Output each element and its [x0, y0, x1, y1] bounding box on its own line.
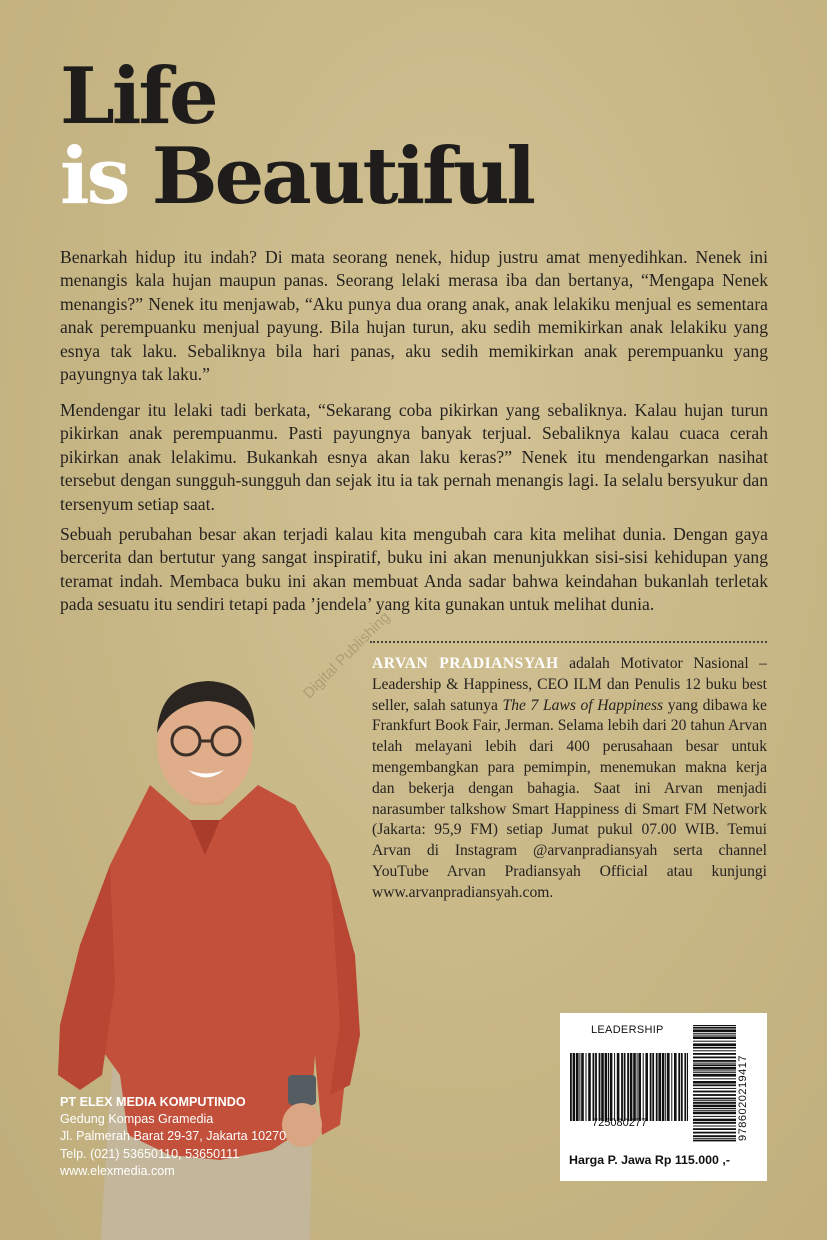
price-label: Harga P. Jawa Rp 115.000 ,-: [569, 1153, 730, 1167]
barcode-bar: [678, 1053, 680, 1121]
barcode-bar: [693, 1074, 736, 1077]
barcode-bar: [693, 1064, 736, 1066]
barcode-bar: [617, 1053, 620, 1121]
barcode-bar: [662, 1053, 665, 1121]
barcode-bar: [650, 1053, 652, 1121]
product-code: 725080277: [592, 1117, 648, 1129]
synopsis-paragraph-3: Sebuah perubahan besar akan terjadi kalau kita mengubah cara kita melihat dunia. Dengan gaya bercerita dan bertutur yang sangat inspiratif, buku ini akan menunjukkan sisi-sisi kehidupan yang teramat indah. Membaca buku ini akan membuat Anda sadar bahwa keindahan bukanlah terletak pada sesuatu itu sendiri tetapi pada ’jendela’ yang kita gunakan untuk melihat dunia.: [60, 524, 768, 615]
barcode-bar: [693, 1070, 736, 1071]
barcode-bar: [579, 1053, 580, 1121]
barcode-bar: [576, 1053, 579, 1121]
barcode-bar: [605, 1053, 608, 1121]
isbn-text: 9786020219417: [737, 1054, 749, 1141]
barcode-bar: [570, 1053, 572, 1121]
barcode-bar: [693, 1081, 736, 1084]
barcode-bar: [638, 1053, 641, 1121]
barcode-bar: [693, 1132, 736, 1134]
author-book-title: The 7 Laws of Happiness: [502, 696, 664, 714]
barcode-bar: [693, 1135, 736, 1137]
author-bio-text-1: adalah Motivator Nasional – Leadership & Happiness, CEO ILM dan Penulis 12 buku best seller, salah satunya: [372, 655, 767, 714]
barcode-bar: [608, 1053, 609, 1121]
isbn-barcode: [693, 1025, 736, 1143]
barcode-bar: [643, 1053, 644, 1121]
barcode-bar: [586, 1053, 587, 1121]
publisher-address: Jl. Palmerah Barat 29-37, Jakarta 10270: [60, 1129, 287, 1144]
dotted-divider: [370, 641, 767, 643]
publisher-name: PT ELEX MEDIA KOMPUTINDO: [60, 1095, 246, 1109]
barcode-bar: [652, 1053, 654, 1121]
barcode-bar: [693, 1067, 736, 1070]
barcode-bar: [693, 1084, 736, 1086]
barcode-bar: [573, 1053, 576, 1121]
barcode-bar: [693, 1094, 736, 1096]
barcode-bar: [693, 1105, 736, 1108]
barcode-bar: [593, 1053, 595, 1121]
barcode-bar: [581, 1053, 584, 1121]
barcode-bar: [693, 1128, 736, 1130]
barcode-bar: [621, 1053, 623, 1121]
barcode-bar: [693, 1091, 736, 1093]
barcode-bar: [693, 1041, 736, 1042]
barcode-bar: [693, 1098, 736, 1100]
title-beautiful: Beautiful: [151, 131, 534, 222]
barcode-bar: [658, 1053, 661, 1121]
barcode-bar: [693, 1122, 736, 1124]
barcode-bar: [693, 1100, 736, 1101]
barcode-bar: [671, 1053, 672, 1121]
barcode-bar: [684, 1053, 686, 1121]
barcode-bar: [693, 1063, 736, 1064]
barcode-bar: [667, 1053, 670, 1121]
barcode-bar: [687, 1053, 688, 1121]
barcode-bar: [693, 1072, 736, 1073]
barcode-bar: [624, 1053, 626, 1121]
barcode-bar: [674, 1053, 677, 1121]
barcode-bar: [693, 1088, 736, 1089]
barcode-bar: [656, 1053, 658, 1121]
barcode-bar: [665, 1053, 666, 1121]
barcode-bar: [693, 1025, 736, 1026]
barcode-bar: [595, 1053, 597, 1121]
barcode-bar: [693, 1116, 736, 1117]
barcode-bar: [693, 1053, 736, 1055]
author-bio-text-2: yang dibawa ke Frankfurt Book Fair, Jerman. Selama lebih dari 20 tahun Arvan telah melayani lebih dari 400 perusahaan besar untuk mengembangkan para pemimpin, menemukan makna kerja dan bekerja dengan bahagia. Saat ini Arvan menjadi narasumber talkshow Smart Happiness di Smart FM Network (Jakarta: 95,9 FM) setiap Jumat pukul 07.00 WIB. Temui Arvan di Instagram @arvanpradiansyah serta channel YouTube Arvan Pradiansyah Official atau kunjungi www.arvanpradiansyah.com.: [372, 696, 767, 901]
publisher-phone: Telp. (021) 53650110, 53650111: [60, 1146, 240, 1161]
barcode-bar: [693, 1140, 736, 1142]
barcode-bar: [630, 1053, 633, 1121]
barcode-bar: [637, 1053, 638, 1121]
publisher-info: [60, 1094, 286, 1180]
barcode-bar: [693, 1033, 736, 1034]
synopsis-paragraph-1: Benarkah hidup itu indah? Di mata seorang nenek, hidup justru amat menyedihkan. Nenek ini menangis kala hujan maupun panas. Seorang lelaki merasa iba dan bertanya, “Mengapa Nenek menangis?” Nenek itu menjawab, “Aku punya dua orang anak, anak lelakiku menjual es sementara anak perempuanku menjual payung. Bila hujan turun, aku sedih memikirkan anak lelakiku yang esnya tak laku. Sebaliknya bila hari panas, aku sedih memikirkan anak perempuanku yang payungnya tak laku.”: [60, 247, 768, 385]
barcode-bar: [693, 1027, 736, 1029]
barcode-bar: [693, 1138, 736, 1139]
title-is: is: [60, 131, 128, 222]
barcode-bar: [693, 1035, 736, 1036]
barcode-bar: [693, 1050, 736, 1051]
barcode-bar: [693, 1112, 736, 1115]
barcode-bar: [681, 1053, 683, 1121]
barcode-bar: [588, 1053, 591, 1121]
barcode-bar: [693, 1102, 736, 1104]
barcode-bar: [693, 1060, 736, 1062]
barcode-bar: [693, 1043, 736, 1046]
category-label: LEADERSHIP: [591, 1024, 664, 1036]
barcode-bar: [693, 1119, 736, 1122]
author-name: ARVAN PRADIANSYAH: [372, 655, 559, 672]
barcode-bar: [633, 1053, 636, 1121]
barcode-bar: [627, 1053, 629, 1121]
watermark: Digital Publishing: [300, 608, 394, 703]
isbn-number: [737, 1027, 751, 1141]
title-life: Life: [60, 51, 216, 142]
barcode-bar: [693, 1126, 736, 1127]
barcode-bar: [601, 1053, 604, 1121]
barcode-bar: [693, 1029, 736, 1032]
barcode-bar: [693, 1078, 736, 1079]
barcode-bar: [614, 1053, 615, 1121]
product-barcode: [570, 1053, 688, 1121]
author-bio: [372, 654, 767, 904]
barcode-bar: [610, 1053, 613, 1121]
barcode-bar: [693, 1057, 736, 1059]
barcode-panel: [560, 1013, 767, 1181]
barcode-bar: [693, 1036, 736, 1039]
title-line-2: [60, 131, 534, 222]
barcode-bar: [599, 1053, 601, 1121]
barcode-bar: [693, 1110, 736, 1111]
barcode-bar: [693, 1108, 736, 1109]
barcode-bar: [645, 1053, 648, 1121]
publisher-building: Gedung Kompas Gramedia: [60, 1112, 214, 1127]
publisher-website: www.elexmedia.com: [60, 1163, 175, 1178]
barcode-bar: [693, 1047, 736, 1049]
synopsis-paragraph-2: Mendengar itu lelaki tadi berkata, “Sekarang coba pikirkan yang sebaliknya. Kalau hujan turun pikirkan anak perempuanmu. Pasti payungnya banyak terjual. Sebaliknya kalau cuaca cerah pikirkan anak lelakimu. Bukankah esnya akan laku keras?” Nenek itu mendengarkan nasihat tersebut dengan sungguh-sungguh dan sejak itu ia tak pernah menangis lagi. Ia selalu bersyukur dan tersenyum setiap saat.: [60, 400, 768, 514]
